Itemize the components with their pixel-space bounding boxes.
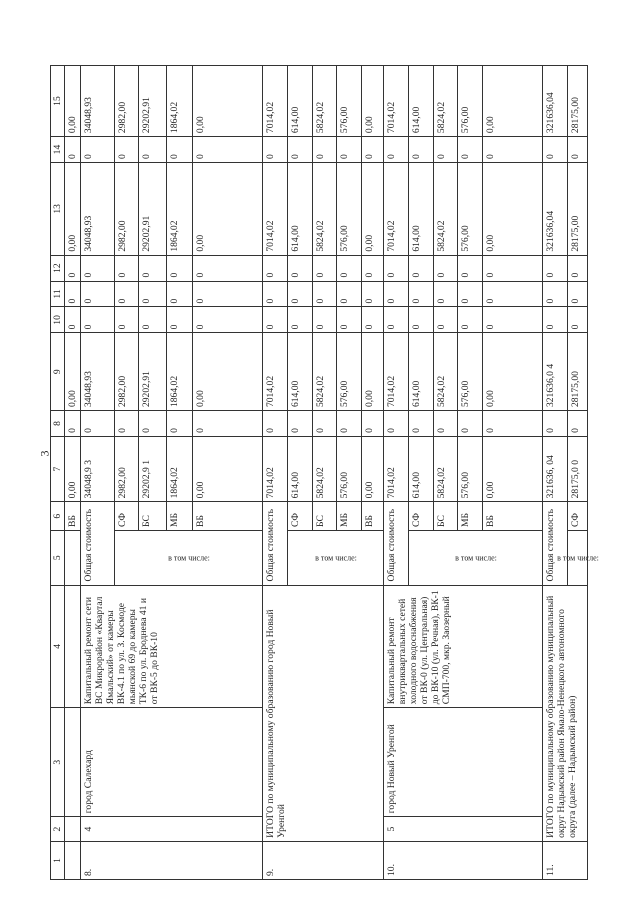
value-cell: 614,00	[288, 333, 313, 411]
header-cell: 13	[51, 162, 65, 255]
city-cell: город Салехард	[81, 708, 263, 817]
value-cell: 0	[167, 411, 193, 437]
value-cell: 0	[409, 307, 434, 333]
value-cell: 0	[384, 255, 409, 281]
table-cell	[65, 817, 81, 842]
value-cell: 576,00	[337, 162, 362, 255]
value-cell: 614,00	[409, 66, 434, 137]
value-cell: 0	[384, 137, 409, 163]
subtotal-cell	[409, 530, 543, 585]
header-cell: 5	[51, 530, 65, 585]
value-cell: 0	[288, 281, 313, 307]
header-cell: 8	[51, 411, 65, 437]
title-cell: ИТОГО по муниципальному образованию город Новый Уренгой	[263, 585, 384, 841]
value-cell: 0	[81, 411, 115, 437]
value-cell: 0,00	[193, 436, 263, 501]
value-cell: 0,00	[65, 333, 81, 411]
fund-cell: МБ	[337, 502, 362, 531]
value-cell: 29202,91	[139, 162, 167, 255]
page-number: 3	[37, 450, 52, 457]
value-cell: 0	[409, 281, 434, 307]
table-cell	[65, 841, 81, 879]
value-cell: 0	[167, 281, 193, 307]
header-cell: 14	[51, 137, 65, 163]
value-cell: 0	[483, 281, 543, 307]
value-cell: 1864,02	[167, 162, 193, 255]
header-row	[51, 66, 65, 880]
value-cell: 0	[458, 411, 483, 437]
value-cell: 0	[313, 281, 337, 307]
value-cell: 5824,02	[434, 333, 458, 411]
value-cell: 5824,02	[313, 436, 337, 501]
fund-cell: БС	[434, 502, 458, 531]
value-cell: 0	[263, 411, 288, 437]
value-cell: 0	[139, 307, 167, 333]
total-label: Общая стоимость	[81, 502, 115, 585]
fund-cell: МБ	[458, 502, 483, 531]
header-cell: 1	[51, 841, 65, 879]
value-cell: 29202,9 1	[139, 436, 167, 501]
value-cell: 0	[568, 137, 588, 163]
value-cell: 321636, 04	[543, 436, 568, 501]
value-cell: 0,00	[483, 66, 543, 137]
value-cell: 0	[458, 307, 483, 333]
value-cell: 0	[139, 137, 167, 163]
value-cell: 576,00	[458, 162, 483, 255]
row-number: 10.	[384, 841, 543, 879]
value-cell: 0	[288, 307, 313, 333]
value-cell: 0	[65, 307, 81, 333]
value-cell: 0	[313, 411, 337, 437]
value-cell: 34048,9 3	[81, 436, 115, 501]
value-cell: 2982,00	[115, 333, 139, 411]
value-cell: 0	[337, 281, 362, 307]
table-row	[263, 66, 288, 880]
value-cell: 5824,02	[313, 162, 337, 255]
value-cell: 0	[167, 307, 193, 333]
value-cell: 0,00	[362, 333, 384, 411]
value-cell: 0	[384, 307, 409, 333]
table-row	[65, 66, 81, 880]
value-cell: 0	[115, 137, 139, 163]
value-cell: 7014,02	[263, 66, 288, 137]
value-cell: 0	[543, 137, 568, 163]
subtotal-label: в том числе:	[454, 553, 497, 563]
value-cell: 5824,02	[313, 66, 337, 137]
value-cell: 0	[409, 411, 434, 437]
value-cell: 0	[263, 255, 288, 281]
value-cell: 28175,0 0	[568, 436, 588, 501]
value-cell: 0	[263, 307, 288, 333]
value-cell: 0	[434, 411, 458, 437]
table-cell	[65, 708, 81, 817]
header-cell: 2	[51, 817, 65, 842]
value-cell: 0	[115, 411, 139, 437]
value-cell: 0	[313, 137, 337, 163]
table-row	[543, 66, 568, 880]
fund-cell: СФ	[288, 502, 313, 531]
value-cell: 0	[65, 255, 81, 281]
value-cell: 0,00	[65, 162, 81, 255]
fund-cell: ВБ	[362, 502, 384, 531]
value-cell: 28175,00	[568, 162, 588, 255]
value-cell: 29202,91	[139, 66, 167, 137]
value-cell: 0	[543, 255, 568, 281]
header-cell: 3	[51, 708, 65, 817]
value-cell: 1864,02	[167, 333, 193, 411]
value-cell: 0	[543, 307, 568, 333]
row-number: 8.	[81, 841, 263, 879]
value-cell: 0	[568, 281, 588, 307]
value-cell: 0	[193, 281, 263, 307]
value-cell: 5824,02	[313, 333, 337, 411]
value-cell: 7014,02	[384, 66, 409, 137]
value-cell: 0	[288, 411, 313, 437]
value-cell: 1864,02	[167, 66, 193, 137]
value-cell: 0,00	[362, 66, 384, 137]
value-cell: 0	[568, 411, 588, 437]
header-cell: 10	[51, 307, 65, 333]
value-cell: 0,00	[483, 162, 543, 255]
value-cell: 0,00	[193, 66, 263, 137]
value-cell: 0,00	[193, 333, 263, 411]
header-cell: 6	[51, 502, 65, 531]
value-cell: 0,00	[193, 162, 263, 255]
table-cell	[65, 585, 81, 708]
value-cell: 5824,02	[434, 162, 458, 255]
value-cell: 0	[288, 137, 313, 163]
value-cell: 0	[263, 137, 288, 163]
subtotal-cell	[288, 530, 384, 585]
value-cell: 2982,00	[115, 162, 139, 255]
value-cell: 1864,02	[167, 436, 193, 501]
subtotal-cell	[115, 530, 263, 585]
value-cell: 0	[115, 307, 139, 333]
value-cell: 0	[362, 255, 384, 281]
fund-cell: СФ	[115, 502, 139, 531]
value-cell: 0	[81, 255, 115, 281]
value-cell: 0	[193, 307, 263, 333]
value-cell: 0	[483, 255, 543, 281]
value-cell: 614,00	[409, 333, 434, 411]
value-cell: 5824,02	[434, 436, 458, 501]
value-cell: 614,00	[288, 66, 313, 137]
value-cell: 0	[65, 137, 81, 163]
value-cell: 0	[193, 137, 263, 163]
value-cell: 576,00	[458, 66, 483, 137]
value-cell: 0	[337, 137, 362, 163]
value-cell: 0	[362, 411, 384, 437]
financing-table	[50, 65, 599, 880]
value-cell: 0	[139, 255, 167, 281]
value-cell: 5824,02	[434, 66, 458, 137]
value-cell: 0	[483, 307, 543, 333]
rotated-table-wrapper	[50, 65, 599, 880]
value-cell: 0	[288, 255, 313, 281]
value-cell: 7014,02	[384, 436, 409, 501]
value-cell: 0	[543, 281, 568, 307]
value-cell: 0	[409, 255, 434, 281]
header-cell: 11	[51, 281, 65, 307]
value-cell: 0,00	[483, 436, 543, 501]
value-cell: 0	[115, 255, 139, 281]
value-cell: 576,00	[337, 66, 362, 137]
value-cell: 34048,93	[81, 66, 115, 137]
value-cell: 0	[384, 281, 409, 307]
value-cell: 614,00	[409, 436, 434, 501]
value-cell: 0	[568, 307, 588, 333]
value-cell: 0	[384, 411, 409, 437]
value-cell: 0,00	[65, 436, 81, 501]
value-cell: 321636,04	[543, 162, 568, 255]
header-cell: 7	[51, 436, 65, 501]
value-cell: 2982,00	[115, 66, 139, 137]
value-cell: 2982,00	[115, 436, 139, 501]
fund-cell: БС	[313, 502, 337, 531]
title-cell: ИТОГО по муниципальному образованию муниципальный округ Надымский район Ямало-Ненецкого автономного округа (далее – Надымский район)	[543, 585, 588, 841]
value-cell: 0	[483, 137, 543, 163]
value-cell: 576,00	[458, 333, 483, 411]
value-cell: 0	[81, 137, 115, 163]
row-index: 5	[384, 817, 543, 842]
value-cell: 614,00	[409, 162, 434, 255]
value-cell: 0	[434, 281, 458, 307]
value-cell: 7014,02	[384, 162, 409, 255]
value-cell: 0	[337, 307, 362, 333]
value-cell: 7014,02	[263, 436, 288, 501]
value-cell: 0	[543, 411, 568, 437]
fund-cell: СФ	[409, 502, 434, 531]
value-cell: 0	[65, 411, 81, 437]
subtotal-label: в том числе:	[556, 553, 599, 563]
value-cell: 0	[458, 281, 483, 307]
value-cell: 0	[458, 137, 483, 163]
value-cell: 321636,04	[543, 66, 568, 137]
value-cell: 0	[362, 281, 384, 307]
value-cell: 0	[434, 255, 458, 281]
description-cell: Капитальный ремонт сети ВС Микрорайон «Квартал Ямальский» от камеры ВК-4.1 по ул. З. Космоде мьянской 69 до камеры ТК-6 по ул. Броднева 41 и от ВК-5 до ВК-10	[81, 585, 263, 708]
header-cell: 9	[51, 333, 65, 411]
value-cell: 34048,93	[81, 333, 115, 411]
value-cell: 0	[458, 255, 483, 281]
header-cell: 4	[51, 585, 65, 708]
table-row	[81, 66, 115, 880]
subtotal-label: в том числе:	[314, 553, 357, 563]
table-row	[384, 66, 409, 880]
description-cell: Капитальный ремонт внутриквартальных сетей холодного водоснабжения от ВК-0 (ул. Центральная) до ВК-10 (ул. Речная), ВК-1 СМП-700, мкр. Заозерный	[384, 585, 543, 708]
value-cell: 0	[167, 255, 193, 281]
value-cell: 0,00	[483, 333, 543, 411]
subtotal-label: в том числе:	[167, 553, 210, 563]
value-cell: 0	[193, 255, 263, 281]
value-cell: 321636,0 4	[543, 333, 568, 411]
value-cell: 614,00	[288, 162, 313, 255]
value-cell: 0	[313, 255, 337, 281]
value-cell: 0	[167, 137, 193, 163]
header-cell: 12	[51, 255, 65, 281]
value-cell: 614,00	[288, 436, 313, 501]
row-number: 9.	[263, 841, 384, 879]
value-cell: 0	[313, 307, 337, 333]
value-cell: 0,00	[362, 436, 384, 501]
value-cell: 7014,02	[263, 162, 288, 255]
value-cell: 576,00	[337, 436, 362, 501]
city-cell: город Новый Уренгой	[384, 708, 543, 817]
subtotal-cell	[556, 530, 599, 585]
value-cell: 7014,02	[384, 333, 409, 411]
fund-cell: СФ	[568, 502, 588, 531]
value-cell: 0,00	[65, 66, 81, 137]
value-cell: 0	[81, 307, 115, 333]
value-cell: 576,00	[458, 436, 483, 501]
fund-cell: БС	[139, 502, 167, 531]
value-cell: 7014,02	[263, 333, 288, 411]
value-cell: 0	[362, 137, 384, 163]
value-cell: 0	[434, 137, 458, 163]
value-cell: 0	[434, 307, 458, 333]
value-cell: 0	[337, 411, 362, 437]
value-cell: 29202,91	[139, 333, 167, 411]
value-cell: 0	[483, 411, 543, 437]
value-cell: 0	[139, 281, 167, 307]
value-cell: 28175,00	[568, 66, 588, 137]
value-cell: 0	[568, 255, 588, 281]
fund-cell: МБ	[167, 502, 193, 531]
value-cell: 28175,00	[568, 333, 588, 411]
total-label: Общая стоимость	[384, 502, 409, 585]
value-cell: 576,00	[337, 333, 362, 411]
total-label: Общая стоимость	[263, 502, 288, 585]
value-cell: 0	[337, 255, 362, 281]
value-cell: 0	[65, 281, 81, 307]
value-cell: 0	[115, 281, 139, 307]
row-index: 4	[81, 817, 263, 842]
value-cell: 0	[409, 137, 434, 163]
value-cell: 0	[362, 307, 384, 333]
value-cell: 0	[81, 281, 115, 307]
header-cell: 15	[51, 66, 65, 137]
value-cell: 0	[263, 281, 288, 307]
fund-cell: ВБ	[483, 502, 543, 531]
row-number: 11.	[543, 841, 588, 879]
value-cell: 0	[193, 411, 263, 437]
value-cell: 0,00	[362, 162, 384, 255]
total-label: Общая стоимость	[543, 502, 568, 585]
table-cell	[65, 530, 81, 585]
value-cell: 0	[139, 411, 167, 437]
fund-cell: ВБ	[193, 502, 263, 531]
value-cell: 34048,93	[81, 162, 115, 255]
fund-cell: ВБ	[65, 502, 81, 531]
